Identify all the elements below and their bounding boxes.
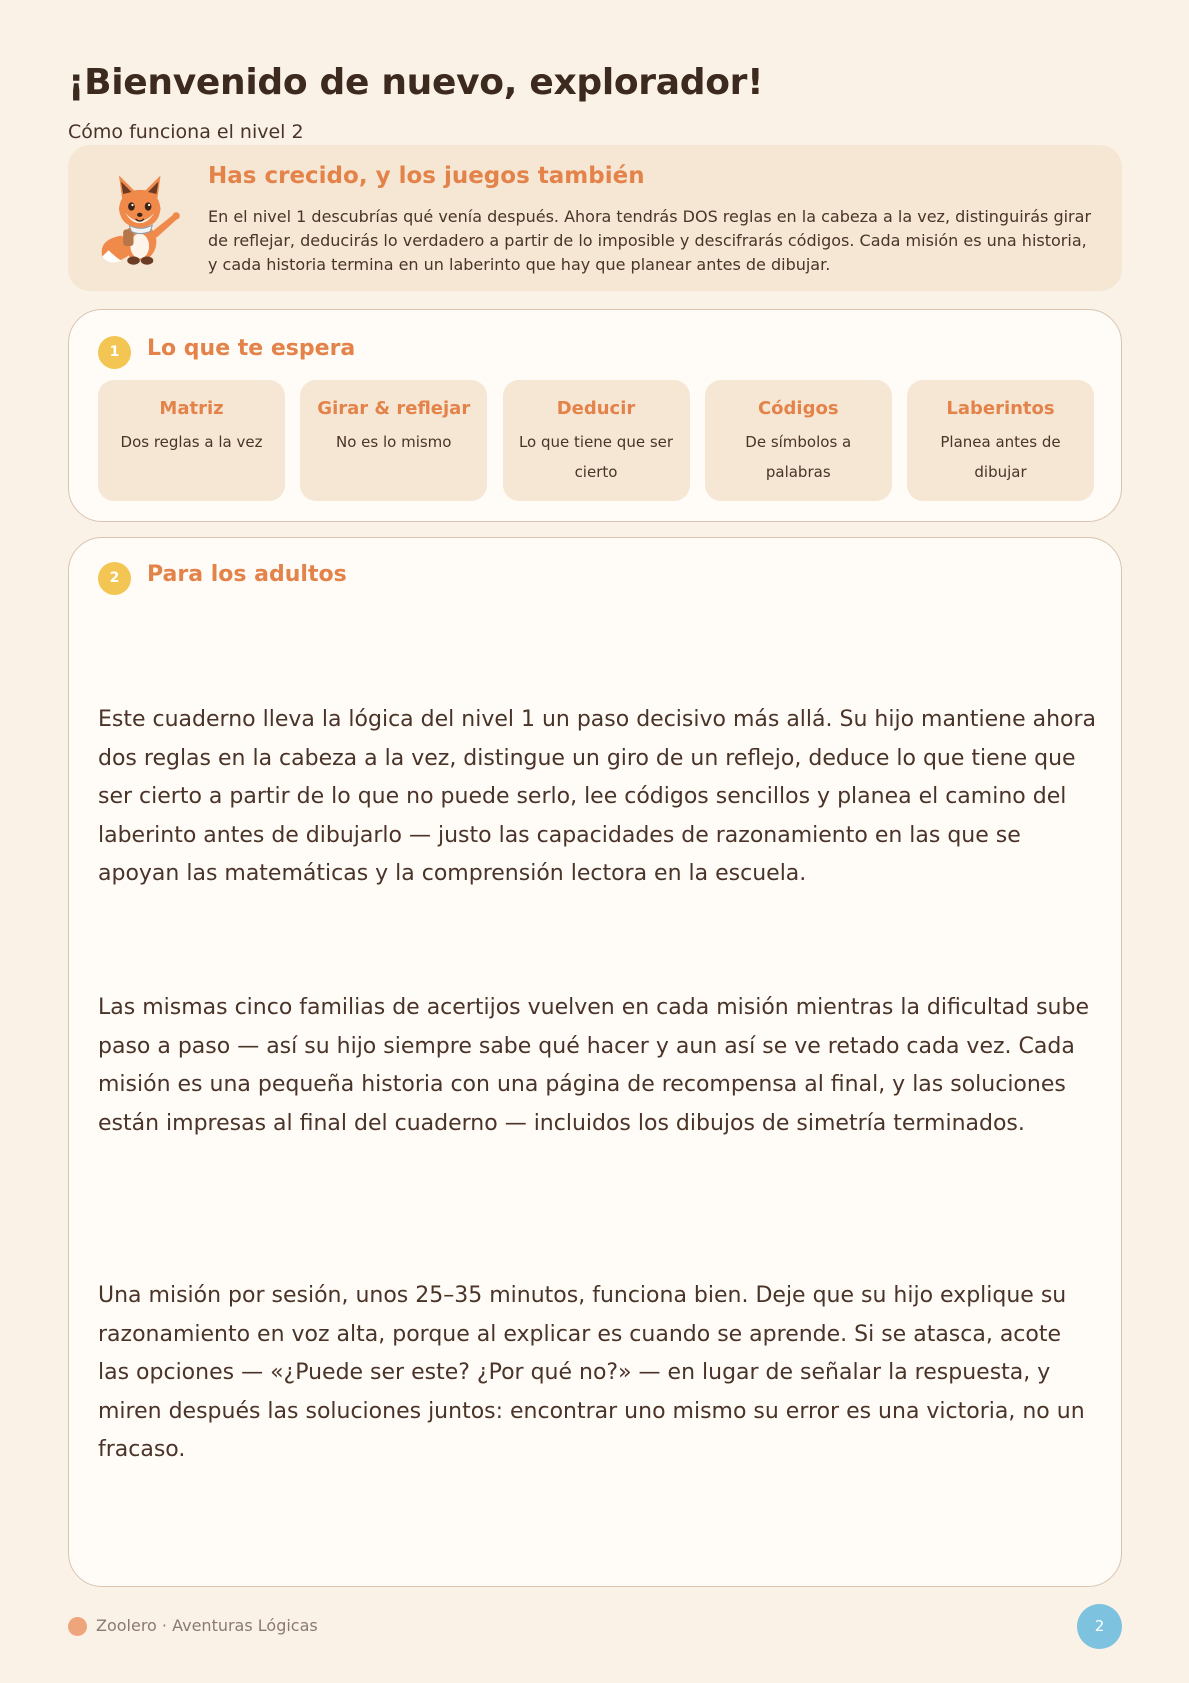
- adult-paragraph: Las mismas cinco familias de acertijos vuelven en cada misión mientras la dificultad sube paso a paso — así su hijo siempre sabe qué hacer y aun así se ve retado cada vez. Cada misión es una pequeña historia con una página de recompensa al final, y las soluciones están impresas al final del cuaderno — incluidos los dibujos de simetría terminados.: [98, 995, 1089, 1136]
- intro-card: [68, 145, 1122, 291]
- feature-description: No es lo mismo: [336, 433, 452, 451]
- adult-paragraph: Una misión por sesión, unos 25–35 minutos, funciona bien. Deje que su hijo explique su razonamiento en voz alta, porque al explicar es cuando se aprende. Si se atasca, acote las opciones — «¿Puede ser este? ¿Por qué no?» — en lugar de señalar la respuesta, y miren después las soluciones juntos: encontrar uno mismo su error es una victoria, no un fracaso.: [98, 1283, 1085, 1462]
- brand-dot-icon: [68, 1617, 87, 1636]
- page-subtitle: Cómo funciona el nivel 2: [68, 121, 304, 143]
- page-number-badge: 2: [1077, 1604, 1122, 1649]
- section-for-adults: [68, 537, 1122, 1587]
- section-what-to-expect: [68, 309, 1122, 522]
- section-heading: Lo que te espera: [147, 336, 356, 361]
- feature-description: Dos reglas a la vez: [120, 433, 263, 451]
- section-number-badge: 2: [98, 562, 131, 595]
- feature-title: Laberintos: [946, 398, 1055, 419]
- feature-description: De símbolos a palabras: [745, 433, 852, 481]
- feature-title: Matriz: [159, 398, 224, 419]
- adult-paragraph: Este cuaderno lleva la lógica del nivel 1 un paso decisivo más allá. Su hijo mantiene ahora dos reglas en la cabeza a la vez, distingue un giro de un reflejo, deduce lo que tiene que ser cierto a partir de lo que no puede serlo, lee códigos sencillos y planea el camino del laberinto antes de dibujarlo — justo las capacidades de razonamiento en las que se apoyan las matemáticas y la comprensión lectora en la escuela.: [98, 707, 1097, 886]
- feature-card-laberintos: [907, 380, 1094, 501]
- feature-description: Lo que tiene que ser cierto: [518, 433, 674, 481]
- intro-title: Has crecido, y los juegos también: [208, 163, 645, 189]
- feature-card-codigos: [705, 380, 892, 501]
- fox-mascot-icon: [94, 167, 198, 271]
- page-title: ¡Bienvenido de nuevo, explorador!: [68, 62, 764, 103]
- feature-title: Girar & reflejar: [317, 398, 471, 419]
- feature-card-girar-reflejar: [300, 380, 487, 501]
- footer-brand: Zoolero · Aventuras Lógicas: [96, 1616, 318, 1635]
- feature-card-matriz: [98, 380, 285, 501]
- feature-title: Códigos: [757, 398, 839, 419]
- feature-title: Deducir: [556, 398, 636, 419]
- feature-card-deducir: [503, 380, 690, 501]
- section-heading: Para los adultos: [147, 562, 347, 587]
- feature-description: Planea antes de dibujar: [940, 433, 1061, 481]
- section-number-badge: 1: [98, 336, 131, 369]
- feature-list: [98, 380, 1094, 501]
- intro-text: En el nivel 1 descubrías qué venía después. Ahora tendrás DOS reglas en la cabeza a la vez, distinguirás girar de reflejar, deducirás lo verdadero a partir de lo imposible y descifrarás códigos. Cada misión es una historia, y cada historia termina en un laberinto que hay que planear antes de dibujar.: [208, 207, 1092, 274]
